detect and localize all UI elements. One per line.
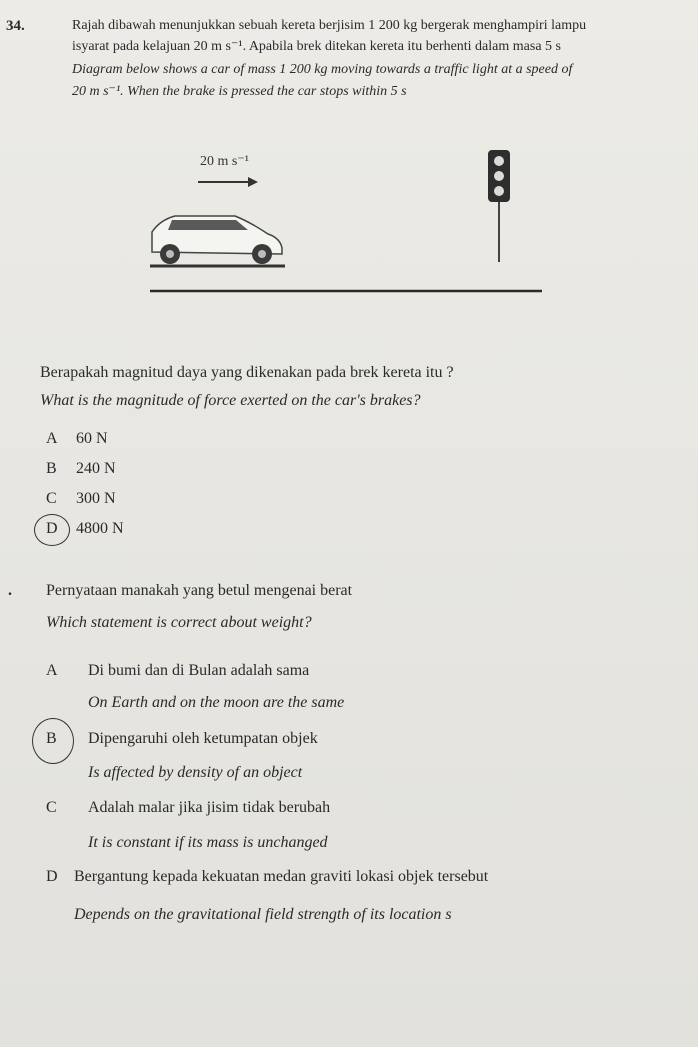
stem-english-line-2: 20 m s⁻¹. When the brake is pressed the car stops within 5 s: [72, 84, 407, 99]
question-number: 34.: [6, 18, 25, 34]
stem-malay-line-1: Rajah dibawah menunjukkan sebuah kereta berjisim 1 200 kg bergerak menghampiri lampu: [72, 18, 587, 33]
answer-circle-mark: [34, 514, 70, 546]
arrow-head: [248, 177, 258, 187]
stem-english-line-1: Diagram below shows a car of mass 1 200 kg moving towards a traffic light at a speed of: [72, 62, 573, 77]
question-number: .: [8, 582, 12, 599]
stem-malay-line-2: isyarat pada kelajuan 20 m s⁻¹. Apabila brek ditekan kereta itu berhenti dalam masa 5 s: [72, 39, 561, 54]
option-letter[interactable]: D: [46, 520, 58, 537]
question-english: What is the magnitude of force exerted on the car's brakes?: [40, 392, 421, 409]
option-text[interactable]: 60 N: [76, 430, 108, 447]
option-english-text[interactable]: Is affected by density of an object: [88, 764, 303, 781]
option-letter[interactable]: B: [46, 460, 57, 477]
option-text[interactable]: 300 N: [76, 490, 116, 507]
option-malay-text[interactable]: Di bumi dan di Bulan adalah sama: [88, 662, 310, 679]
car-icon: [150, 216, 285, 266]
answer-circle-mark: [32, 718, 74, 764]
option-letter[interactable]: C: [46, 799, 57, 816]
option-letter[interactable]: A: [46, 430, 58, 447]
car-traffic-light-diagram: [0, 140, 698, 300]
option-text[interactable]: 4800 N: [76, 520, 124, 537]
option-english-text[interactable]: It is constant if its mass is unchanged: [88, 834, 328, 851]
option-letter[interactable]: C: [46, 490, 57, 507]
question-english: Which statement is correct about weight?: [46, 614, 312, 631]
option-malay-text[interactable]: Dipengaruhi oleh ketumpatan objek: [88, 730, 318, 747]
speed-label: 20 m s⁻¹: [200, 154, 249, 169]
option-english-text[interactable]: Depends on the gravitational field strength of its location s: [74, 906, 452, 923]
option-letter[interactable]: B: [46, 730, 57, 747]
option-english-text[interactable]: On Earth and on the moon are the same: [88, 694, 345, 711]
option-text[interactable]: 240 N: [76, 460, 116, 477]
option-letter[interactable]: D: [46, 868, 58, 885]
option-malay-text[interactable]: Bergantung kepada kekuatan medan graviti lokasi objek tersebut: [74, 868, 489, 885]
option-letter[interactable]: A: [46, 662, 58, 679]
question-malay: Pernyataan manakah yang betul mengenai berat: [46, 582, 353, 599]
question-malay: Berapakah magnitud daya yang dikenakan pada brek kereta itu ?: [40, 364, 454, 381]
traffic-light-icon: [488, 150, 510, 262]
option-malay-text[interactable]: Adalah malar jika jisim tidak berubah: [88, 799, 331, 816]
